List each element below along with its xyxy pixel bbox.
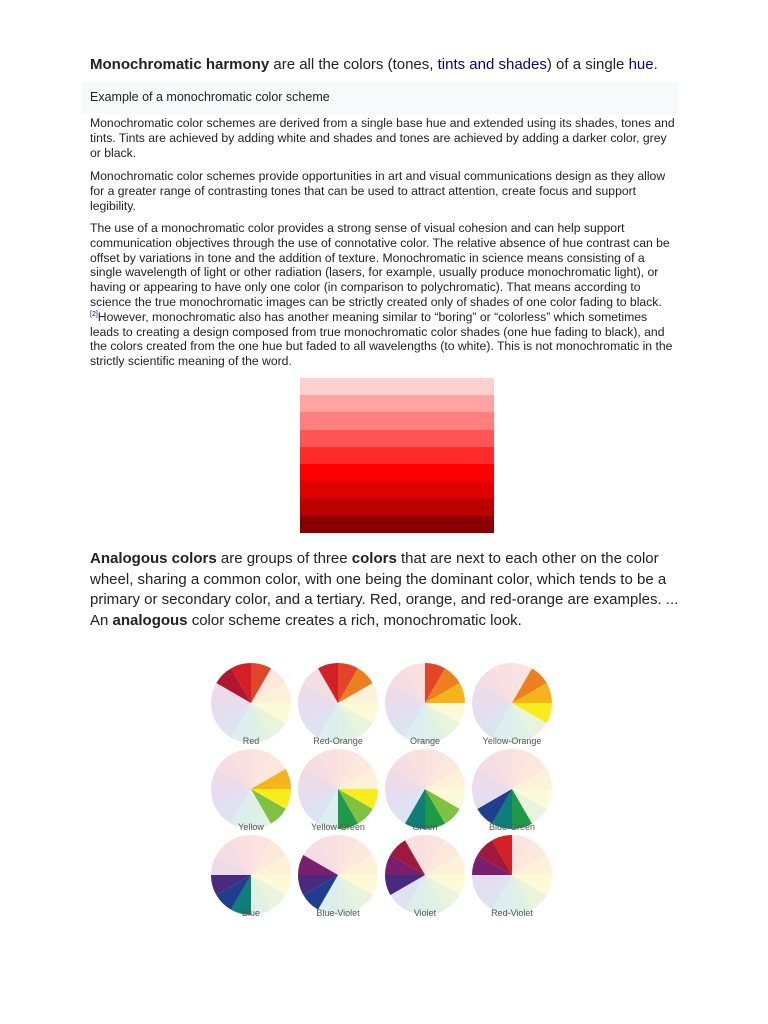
intro-text: . (653, 56, 658, 73)
caption-box (82, 82, 678, 114)
color-wheel-graphic (297, 662, 379, 744)
intro-text: ) of a single (546, 56, 629, 73)
color-wheel-graphic (384, 662, 466, 744)
color-wheel-violet (382, 832, 468, 918)
color-swatch (300, 516, 494, 533)
analogous-color-wheels-grid (208, 660, 560, 920)
wheel-label: Yellow-Green (311, 822, 365, 832)
analogous-text: color scheme creates a rich, monochromatic look. (187, 611, 522, 629)
color-wheel-blue-violet (295, 832, 381, 918)
color-wheel-red-orange (295, 660, 381, 746)
color-wheel-graphic (471, 662, 553, 744)
color-wheel-graphic (210, 662, 292, 744)
wheel-label: Yellow (238, 822, 264, 832)
wheel-label: Violet (413, 908, 437, 918)
wheel-label: Blue-Violet (316, 908, 360, 918)
wheel-label: Blue (241, 908, 260, 918)
color-wheel-yellow (208, 746, 294, 832)
color-swatch (300, 412, 494, 429)
color-wheel-graphic (210, 748, 292, 830)
wheel-label: Red-Orange (313, 736, 363, 746)
color-wheel-blue (208, 832, 294, 918)
analogous-term: Analogous colors (90, 550, 217, 567)
analogous-text: are groups of three (216, 550, 352, 567)
color-wheel-graphic (297, 748, 379, 830)
paragraph-text: The use of a monochromatic color provides a strong sense of visual cohesion and can help support communication objectives through the use of connotative color. The relative absence of hue contrast can be offset by variations in tone and the addition of texture. Monochromatic in science means consisting of a single wavelength of light or other radiation (lasers, for example, usually produce monochromatic light), or having or appearing to have only one color (in comparison to polychromatic). That means according to science the true monochromatic images can be strictly created only of shades of one color fading to black. (90, 221, 670, 309)
color-wheel-graphic (210, 834, 292, 916)
color-wheel-graphic (471, 748, 553, 830)
color-swatch (300, 395, 494, 412)
color-swatch (300, 378, 494, 395)
analogous-term-2: analogous (112, 611, 188, 629)
color-swatch (300, 430, 494, 447)
monochromatic-swatch-stack (300, 378, 494, 533)
color-wheel-yellow-green (295, 746, 381, 832)
paragraph-monochromatic-definition: Monochromatic color schemes are derived from a single base hue and extended using its shades, tones and tints. Tints are achieved by adding white and shades and tones are achieved by adding a darker color, grey or black. (90, 116, 675, 160)
color-wheel-red-violet (469, 832, 555, 918)
wheel-label: Orange (409, 736, 441, 746)
monochromatic-term: Monochromatic harmony (90, 56, 270, 73)
color-wheel-graphic (297, 834, 379, 916)
color-wheel-blue-green (469, 746, 555, 832)
color-wheel-red (208, 660, 294, 746)
color-swatch (300, 481, 494, 498)
wheel-label: Yellow-Orange (482, 736, 542, 746)
color-wheel-graphic (471, 834, 553, 916)
color-wheel-green (382, 746, 468, 832)
color-wheel-graphic (384, 834, 466, 916)
citation-link[interactable]: [2] (90, 310, 98, 318)
monochromatic-intro (90, 55, 690, 75)
figure-caption: Example of a monochromatic color scheme (90, 90, 330, 104)
paragraph-monochromatic-opportunities: Monochromatic color schemes provide opportunities in art and visual communications design as they allow for a greater range of contrasting tones that can be used to attract attention, create focus and support legibility. (90, 169, 666, 213)
color-wheel-yellow-orange (469, 660, 555, 746)
color-swatch (300, 447, 494, 464)
color-swatch (300, 498, 494, 515)
paragraph-text: However, monochromatic also has another meaning similar to “boring” or “colorless” which sometimes leads to creating a design composed from true monochromatic color shades (one hue fading to black), and the colors created from the one hue but faded to all wavelengths (to white). This is not monochromatic in the strictly scientific meaning of the word. (90, 309, 673, 369)
wheel-label: Green (412, 822, 438, 832)
tints-and-shades-link[interactable]: tints and shades (437, 56, 547, 73)
color-wheel-orange (382, 660, 468, 746)
color-swatch (300, 464, 494, 481)
paragraph-monochromatic-cohesion (90, 221, 675, 369)
hue-link[interactable]: hue (628, 56, 654, 73)
color-wheel-graphic (384, 748, 466, 830)
wheel-label: Blue-Green (488, 822, 536, 832)
analogous-text: that are next to each other on the color wheel, sharing a common color, with one being the dominant color, which tends to be a primary or secondary color, and a tertiary. Red, orange, and red-orange are examples. ... An (90, 550, 679, 629)
wheel-label: Red-Violet (491, 908, 533, 918)
wheel-label: Red (242, 736, 260, 746)
colors-term: colors (351, 550, 397, 567)
analogous-paragraph (90, 549, 690, 631)
intro-text: are all the colors (tones, (269, 56, 438, 73)
